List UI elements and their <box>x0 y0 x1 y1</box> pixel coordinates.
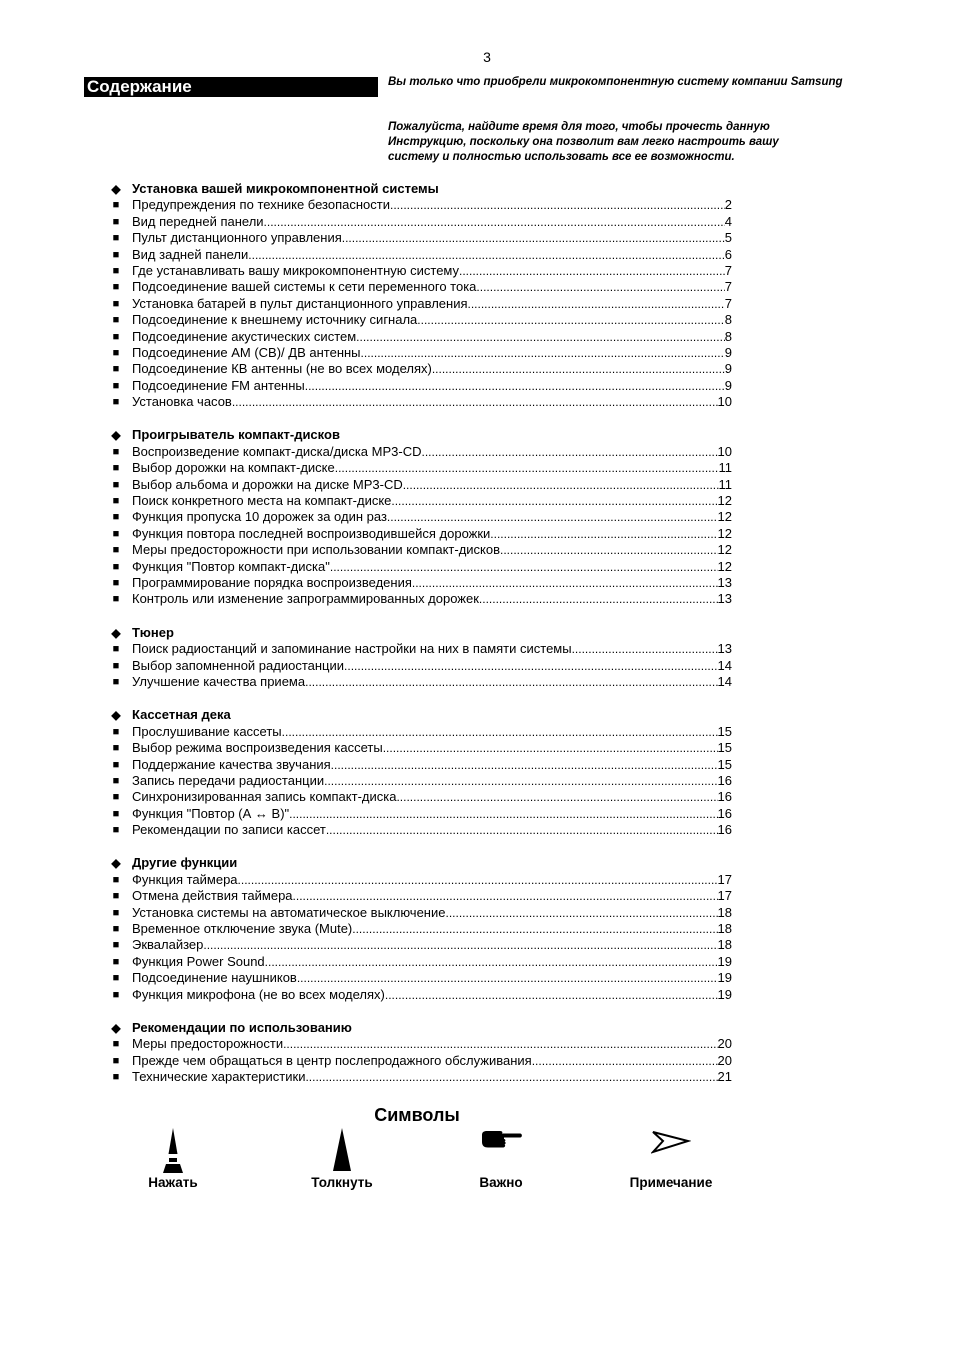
toc-section <box>0 181 954 410</box>
square-bullet-icon: ■ <box>112 955 120 968</box>
toc-leader-dots <box>352 921 717 937</box>
diamond-bullet-icon: ◆ <box>111 708 121 723</box>
square-bullet-icon: ■ <box>112 791 120 804</box>
toc-leader-dots <box>403 477 719 493</box>
square-bullet-icon: ■ <box>112 725 120 738</box>
toc-entry <box>0 575 954 591</box>
toc-entry <box>0 806 954 822</box>
toc-entry-label: Предупреждения по технике безопасности <box>132 197 390 213</box>
toc-entry <box>0 921 954 937</box>
toc-entry-label: Функция повтора последней воспроизводившейся дорожки <box>132 525 491 541</box>
square-bullet-icon: ■ <box>112 511 120 524</box>
toc-entry <box>0 477 954 493</box>
toc-heading-label: Проигрыватель компакт-дисков <box>132 427 340 443</box>
toc-entry-label: Временное отключение звука (Mute) <box>132 921 353 937</box>
toc-section <box>0 707 954 838</box>
symbol-note <box>601 1126 741 1196</box>
toc-entry-label: Меры предосторожности при использовании компакт-дисков <box>132 542 501 558</box>
square-bullet-icon: ■ <box>112 1071 120 1084</box>
toc-entry <box>0 542 954 558</box>
toc-entry-page: 7 <box>724 295 732 311</box>
push-icon <box>327 1126 357 1174</box>
square-bullet-icon: ■ <box>112 906 120 919</box>
toc-section <box>0 625 954 691</box>
toc-entry-page: 19 <box>717 953 732 969</box>
page-number: 3 <box>483 49 491 65</box>
toc-section <box>0 1020 954 1086</box>
square-bullet-icon: ■ <box>112 215 120 228</box>
toc-entry-page: 16 <box>717 805 732 821</box>
toc-entry <box>0 509 954 525</box>
toc-section-heading <box>0 855 954 871</box>
toc-entry-label: Функция Power Sound <box>132 953 265 969</box>
toc-entry-label: Поддержание качества звучания <box>132 756 331 772</box>
toc-heading-label: Другие функции <box>132 855 238 871</box>
toc-leader-dots <box>445 905 717 921</box>
toc-entry <box>0 1053 954 1069</box>
toc-entry-label: Выбор запомненной радиостанции <box>132 657 345 673</box>
toc-entry-page: 18 <box>717 937 732 953</box>
toc-section <box>0 855 954 1003</box>
square-bullet-icon: ■ <box>112 1054 120 1067</box>
toc-entry-page: 12 <box>717 493 732 509</box>
toc-entry <box>0 1069 954 1085</box>
toc-entry-label: Установка часов <box>132 394 232 410</box>
intro-paragraph-line: Инструкцию, поскольку она позволит вам легко настроить вашу <box>388 136 779 148</box>
toc-entry <box>0 444 954 460</box>
toc-entry <box>0 296 954 312</box>
toc-entry-page: 12 <box>717 525 732 541</box>
toc-entry-page: 18 <box>717 904 732 920</box>
square-bullet-icon: ■ <box>112 890 120 903</box>
square-bullet-icon: ■ <box>112 330 120 343</box>
symbols-title: Символы <box>374 1105 460 1125</box>
toc-entry-page: 9 <box>724 377 732 393</box>
toc-entry <box>0 937 954 953</box>
toc-entry-page: 7 <box>724 262 732 278</box>
toc-leader-dots <box>572 641 718 657</box>
toc-entry-label: Воспроизведение компакт-диска/диска MP3-CD <box>132 443 422 459</box>
note-arrow-icon <box>651 1126 691 1156</box>
toc-heading-label: Установка вашей микрокомпонентной системы <box>132 181 439 196</box>
toc-entry <box>0 1036 954 1052</box>
toc-leader-dots <box>282 724 718 740</box>
toc-entry-page: 9 <box>724 361 732 377</box>
toc-entry-page: 18 <box>717 921 732 937</box>
toc-entry <box>0 559 954 575</box>
toc-leader-dots <box>532 1053 718 1069</box>
square-bullet-icon: ■ <box>112 988 120 1001</box>
toc-leader-dots <box>289 806 717 822</box>
toc-entry-label: Вид передней панели <box>132 213 264 229</box>
toc-entry-page: 15 <box>717 723 732 739</box>
diamond-bullet-icon: ◆ <box>111 625 121 640</box>
toc-entry-page: 21 <box>717 1069 732 1085</box>
toc-leader-dots <box>479 591 718 607</box>
toc-entry <box>0 822 954 838</box>
toc-leader-dots <box>342 230 725 246</box>
symbol-press <box>103 1126 243 1196</box>
square-bullet-icon: ■ <box>112 396 120 409</box>
toc-entry <box>0 460 954 476</box>
toc-leader-dots <box>412 575 718 591</box>
toc-leader-dots <box>331 757 718 773</box>
toc-entry-label: Выбор режима воспроизведения кассеты <box>132 740 383 756</box>
toc-entry-page: 16 <box>717 822 732 838</box>
toc-leader-dots <box>500 542 718 558</box>
toc-entry-page: 17 <box>717 871 732 887</box>
intro-paragraph-line: Пожалуйста, найдите время для того, чтобы прочесть данную <box>388 121 770 133</box>
square-bullet-icon: ■ <box>112 939 120 952</box>
square-bullet-icon: ■ <box>112 478 120 491</box>
toc-entry-label: Поиск радиостанций и запоминание настройки на них в памяти системы <box>132 641 572 657</box>
square-bullet-icon: ■ <box>112 923 120 936</box>
toc-entry-label: Функция микрофона (не во всех моделях) <box>132 986 385 1002</box>
toc-entry-label: Эквалайзер <box>132 937 204 953</box>
square-bullet-icon: ■ <box>112 264 120 277</box>
toc-leader-dots <box>417 312 724 328</box>
toc-leader-dots <box>344 658 718 674</box>
toc-leader-dots <box>390 197 725 213</box>
toc-entry <box>0 905 954 921</box>
square-bullet-icon: ■ <box>112 199 120 212</box>
symbol-push-label: Толкнуть <box>311 1175 373 1190</box>
toc-entry <box>0 378 954 394</box>
toc-entry <box>0 394 954 410</box>
toc-leader-dots <box>326 822 718 838</box>
toc-entry <box>0 641 954 657</box>
square-bullet-icon: ■ <box>112 643 120 656</box>
toc-entry-page: 9 <box>724 344 732 360</box>
square-bullet-icon: ■ <box>112 544 120 557</box>
toc-entry <box>0 279 954 295</box>
toc-leader-dots <box>297 970 718 986</box>
square-bullet-icon: ■ <box>112 873 120 886</box>
toc-entry-page: 13 <box>717 641 732 657</box>
toc-entry-page: 19 <box>717 986 732 1002</box>
toc-leader-dots <box>421 444 717 460</box>
toc-entry-page: 15 <box>717 740 732 756</box>
toc-leader-dots <box>391 493 717 509</box>
toc-entry-label: Подсоединение FM антенны <box>132 377 305 393</box>
toc-entry <box>0 872 954 888</box>
toc-entry <box>0 312 954 328</box>
toc-entry-label: Функция "Повтор (А ↔ В)" <box>132 805 290 821</box>
square-bullet-icon: ■ <box>112 363 120 376</box>
toc-entry-label: Пульт дистанционного управления <box>132 230 342 246</box>
toc-entry-label: Рекомендации по записи кассет <box>132 822 326 838</box>
square-bullet-icon: ■ <box>112 527 120 540</box>
square-bullet-icon: ■ <box>112 281 120 294</box>
symbol-important-label: Важно <box>479 1175 523 1190</box>
toc-entry <box>0 214 954 230</box>
toc-section-heading <box>0 707 954 723</box>
square-bullet-icon: ■ <box>112 232 120 245</box>
toc-entry-page: 20 <box>717 1036 732 1052</box>
pointing-hand-icon <box>479 1126 523 1156</box>
diamond-bullet-icon: ◆ <box>111 182 121 196</box>
toc-entry-label: Улучшение качества приема <box>132 673 306 689</box>
toc-entry <box>0 263 954 279</box>
toc-entry <box>0 757 954 773</box>
toc-leader-dots <box>383 740 718 756</box>
toc-leader-dots <box>490 526 717 542</box>
toc-entry-label: Подсоединение вашей системы к сети переменного тока <box>132 279 477 295</box>
toc-leader-dots <box>356 329 725 345</box>
toc-entry-page: 16 <box>717 789 732 805</box>
toc-entry-page: 14 <box>717 673 732 689</box>
toc-entry-label: Контроль или изменение запрограммированных дорожек <box>132 591 479 607</box>
toc-entry-page: 12 <box>717 542 732 558</box>
toc-entry <box>0 247 954 263</box>
square-bullet-icon: ■ <box>112 742 120 755</box>
toc-leader-dots <box>459 263 725 279</box>
toc-entry <box>0 740 954 756</box>
toc-section-heading <box>0 427 954 443</box>
square-bullet-icon: ■ <box>112 593 120 606</box>
toc-leader-dots <box>305 674 717 690</box>
toc-entry-label: Прослушивание кассеты <box>132 723 282 739</box>
square-bullet-icon: ■ <box>112 774 120 787</box>
toc-entry-label: Поиск конкретного места на компакт-диске <box>132 493 392 509</box>
toc-entry-page: 6 <box>724 246 732 262</box>
toc-entry-page: 12 <box>717 509 732 525</box>
toc-leader-dots <box>476 279 724 295</box>
toc-entry <box>0 230 954 246</box>
toc-entry <box>0 954 954 970</box>
toc-heading-label: Тюнер <box>132 624 174 640</box>
symbol-press-label: Нажать <box>148 1175 198 1190</box>
square-bullet-icon: ■ <box>112 314 120 327</box>
toc-entry <box>0 970 954 986</box>
toc-leader-dots <box>203 937 717 953</box>
toc-section-heading <box>0 1020 954 1036</box>
square-bullet-icon: ■ <box>112 297 120 310</box>
toc-heading-label: Кассетная дека <box>132 707 231 723</box>
symbol-note-label: Примечание <box>629 1175 713 1190</box>
toc-entry-label: Подсоединение АМ (СВ)/ ДВ антенны <box>132 344 361 360</box>
square-bullet-icon: ■ <box>112 248 120 261</box>
square-bullet-icon: ■ <box>112 576 120 589</box>
toc-entry <box>0 888 954 904</box>
toc-section-heading <box>0 625 954 641</box>
toc-entry-label: Выбор альбома и дорожки на диске MP3-CD <box>132 476 403 492</box>
toc-entry <box>0 674 954 690</box>
square-bullet-icon: ■ <box>112 560 120 573</box>
toc-entry <box>0 658 954 674</box>
toc-entry-label: Меры предосторожности <box>132 1036 284 1052</box>
toc-entry-label: Вид задней панели <box>132 246 249 262</box>
toc-entry-page: 13 <box>717 591 732 607</box>
toc-entry-page: 11 <box>718 476 732 492</box>
press-icon <box>158 1126 188 1174</box>
toc-entry <box>0 987 954 1003</box>
square-bullet-icon: ■ <box>112 462 120 475</box>
square-bullet-icon: ■ <box>112 758 120 771</box>
toc-leader-dots <box>396 789 717 805</box>
toc-heading-label: Рекомендации по использованию <box>132 1019 352 1035</box>
toc-entry-page: 20 <box>717 1052 732 1068</box>
toc-entry-page: 4 <box>724 213 732 229</box>
toc-entry <box>0 724 954 740</box>
toc-entry <box>0 773 954 789</box>
toc-entry-page: 11 <box>718 460 732 476</box>
toc-entry-page: 19 <box>717 970 732 986</box>
toc-leader-dots <box>432 361 725 377</box>
toc-entry <box>0 591 954 607</box>
toc-entry-page: 10 <box>717 443 732 459</box>
toc-entry-page: 2 <box>724 197 732 213</box>
toc-leader-dots <box>293 888 718 904</box>
toc-entry-label: Прежде чем обращаться в центр послепродажного обслуживания <box>132 1052 532 1068</box>
toc-leader-dots <box>265 954 718 970</box>
toc-entry-label: Установка системы на автоматическое выключение <box>132 904 446 920</box>
square-bullet-icon: ■ <box>112 346 120 359</box>
toc-leader-dots <box>248 247 724 263</box>
square-bullet-icon: ■ <box>112 807 120 820</box>
toc-entry-label: Синхронизированная запись компакт-диска <box>132 789 397 805</box>
toc-entry-label: Подсоединение КВ антенны (не во всех моделях) <box>132 361 432 377</box>
intro-paragraph-line: систему и полностью использовать все ее возможности. <box>388 151 735 163</box>
toc-entry-label: Функция пропуска 10 дорожек за один раз <box>132 509 387 525</box>
toc-leader-dots <box>283 1036 717 1052</box>
diamond-bullet-icon: ◆ <box>111 428 121 443</box>
toc-entry-label: Программирование порядка воспроизведения <box>132 574 412 590</box>
toc-leader-dots <box>468 296 725 312</box>
toc-entry-label: Подсоединение акустических систем <box>132 328 357 344</box>
toc-leader-dots <box>361 345 725 361</box>
toc-entry <box>0 197 954 213</box>
square-bullet-icon: ■ <box>112 659 120 672</box>
toc-entry-page: 17 <box>717 888 732 904</box>
toc-leader-dots <box>335 460 719 476</box>
toc-entry-page: 10 <box>717 394 732 410</box>
square-bullet-icon: ■ <box>112 445 120 458</box>
intro-paragraph <box>388 120 858 165</box>
toc-leader-dots <box>238 872 718 888</box>
toc-entry-page: 14 <box>717 657 732 673</box>
toc-entry-page: 16 <box>717 772 732 788</box>
toc-entry <box>0 493 954 509</box>
toc-entry-page: 12 <box>717 558 732 574</box>
toc-entry-label: Функция "Повтор компакт-диска" <box>132 558 330 574</box>
toc-entry-label: Где устанавливать вашу микрокомпонентную систему <box>132 262 460 278</box>
toc-entry <box>0 526 954 542</box>
toc-entry-page: 15 <box>717 756 732 772</box>
toc-entry <box>0 329 954 345</box>
toc-leader-dots <box>324 773 717 789</box>
toc-leader-dots <box>305 1069 717 1085</box>
toc-leader-dots <box>305 378 725 394</box>
square-bullet-icon: ■ <box>112 824 120 837</box>
toc-leader-dots <box>232 394 718 410</box>
toc-entry-label: Технические характеристики <box>132 1069 306 1085</box>
toc-leader-dots <box>330 559 718 575</box>
toc-entry <box>0 345 954 361</box>
toc-entry-page: 13 <box>717 574 732 590</box>
toc-leader-dots <box>387 509 718 525</box>
square-bullet-icon: ■ <box>112 379 120 392</box>
table-of-contents <box>0 181 954 1103</box>
toc-entry-page: 5 <box>724 230 732 246</box>
toc-entry-label: Установка батарей в пульт дистанционного управления <box>132 295 468 311</box>
toc-section-heading <box>0 181 954 197</box>
square-bullet-icon: ■ <box>112 1038 120 1051</box>
toc-entry <box>0 789 954 805</box>
square-bullet-icon: ■ <box>112 675 120 688</box>
toc-entry <box>0 361 954 377</box>
toc-entry-page: 8 <box>724 312 732 328</box>
intro-text: Вы только что приобрели микрокомпонентную систему компании Samsung <box>388 76 843 88</box>
toc-leader-dots <box>385 987 718 1003</box>
toc-entry-page: 7 <box>724 279 732 295</box>
square-bullet-icon: ■ <box>112 495 120 508</box>
square-bullet-icon: ■ <box>112 972 120 985</box>
symbol-push <box>272 1126 412 1196</box>
toc-section <box>0 427 954 607</box>
toc-leader-dots <box>264 214 725 230</box>
toc-entry-page: 8 <box>724 328 732 344</box>
symbol-important <box>431 1126 571 1196</box>
toc-entry-label: Запись передачи радиостанции <box>132 772 325 788</box>
toc-entry-label: Функция таймера <box>132 871 238 887</box>
toc-entry-label: Подсоединение к внешнему источнику сигнала <box>132 312 418 328</box>
page-title: Содержание <box>84 77 378 97</box>
diamond-bullet-icon: ◆ <box>111 856 121 871</box>
toc-entry-label: Выбор дорожки на компакт-диске <box>132 460 335 476</box>
toc-entry-label: Отмена действия таймера <box>132 888 293 904</box>
toc-entry-label: Подсоединение наушников <box>132 970 297 986</box>
diamond-bullet-icon: ◆ <box>111 1020 121 1035</box>
